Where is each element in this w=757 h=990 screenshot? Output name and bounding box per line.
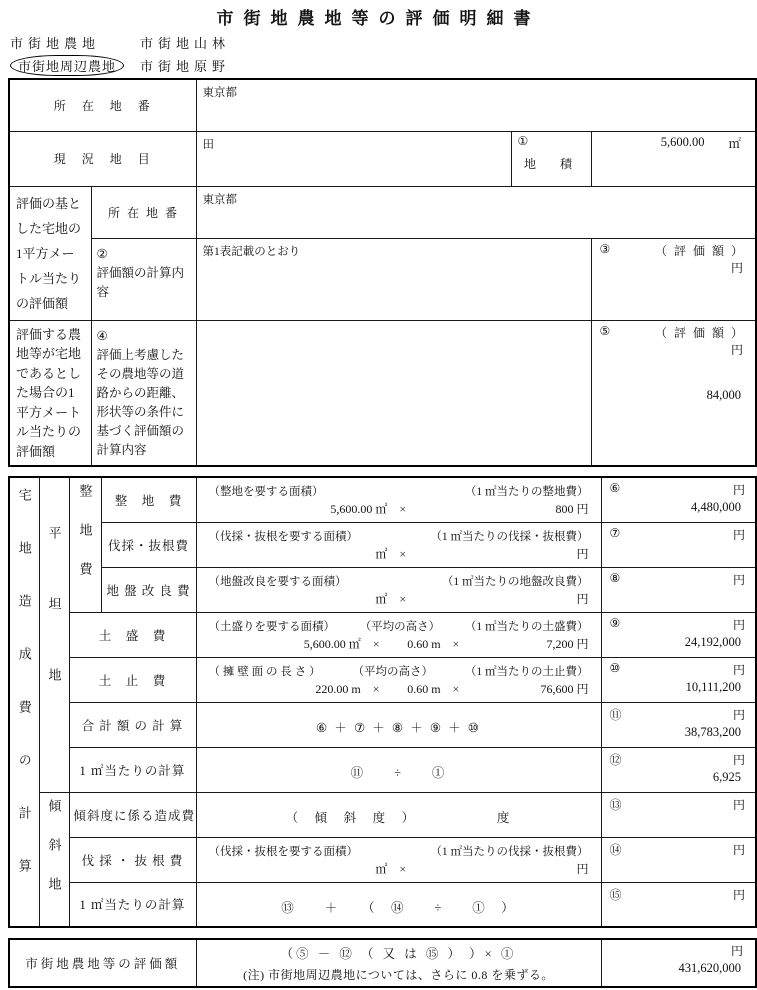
embankment-unitcost-header: （1 ㎡当たりの土盛費） [464, 620, 589, 633]
valuation-amount-5-number: ⑤ [599, 323, 611, 338]
land-type-row-2 [10, 54, 230, 77]
development-cost-group-label: 宅地造成費の計算 [9, 477, 39, 927]
valuation-amount-5-unit: 円 [731, 342, 744, 357]
land-type-urban-peripheral-farmland-selected: 市街地周辺農地 [10, 55, 124, 76]
result-14-cell [601, 837, 756, 882]
final-valuation-formula-cell [196, 939, 601, 987]
slope-land-label: 傾斜地 [39, 792, 69, 927]
result-9-number: ⑨ [609, 615, 621, 630]
result-6-unit: 円 [732, 483, 745, 497]
result-12-number: ⑫ [609, 752, 622, 767]
grading-cost-group-label: 整地費 [69, 477, 101, 612]
area-circled-number: ① [517, 133, 529, 148]
base-location-number-label: 所 在 地 番 [91, 186, 196, 238]
soil-improvement-formula [196, 567, 601, 612]
slope-formula: （ 傾 斜 度 ） 度 [285, 810, 512, 825]
grading-area-value: 5,600.00 ㎡ × [330, 502, 407, 516]
soil-improvement-cost-label: 地 盤 改 良 費 [101, 567, 196, 612]
area-label: 地 積 [524, 156, 579, 171]
result-14-unit: 円 [732, 842, 745, 857]
retaining-formula [196, 657, 601, 702]
considered-conditions-label: 評価上考慮したその農地等の道路からの距離、形状等の条件に基づく評価額の計算内容 [96, 347, 185, 457]
result-10-value: 10,111,200 [685, 679, 741, 694]
grading-area-header: （整地を要する面積） [208, 486, 324, 498]
retaining-height-value: 0.60 m × [407, 681, 460, 696]
slope-clearing-unitcost-header: （1 ㎡当たりの伐採・抜根費） [430, 845, 589, 858]
valuation-calc-label: 評価額の計算内容 [96, 265, 185, 299]
embankment-area-value: 5,600.00 ㎡ × [303, 636, 380, 651]
valuation-amount-3-cell [591, 238, 756, 320]
result-13-cell [601, 792, 756, 837]
current-land-category-value: 田 [196, 131, 511, 186]
area-value: 5,600.00 [660, 135, 705, 149]
slope-per-sqm-formula-cell [196, 882, 601, 927]
farmland-as-residential-label: 評価する農地等が宅地であるとした場合の1平方メートル当たりの評価額 [9, 320, 91, 466]
soil-improvement-area-header: （地盤改良を要する面積） [208, 575, 347, 588]
development-cost-table [8, 476, 757, 928]
clearing-unitcost-value: 円 [576, 546, 589, 561]
area-value-cell [591, 131, 756, 186]
slope-clearing-cost-label: 伐 採 ・ 抜 根 費 [69, 837, 196, 882]
result-10-cell [601, 657, 756, 702]
result-11-cell [601, 702, 756, 747]
per-sqm-formula: ⑪ ÷ ① [350, 765, 447, 780]
embankment-area-header: （土盛りを要する面積） [208, 620, 335, 633]
retaining-height-header: （平均の高さ） [352, 665, 433, 678]
embankment-formula [196, 612, 601, 657]
result-11-unit: 円 [732, 707, 745, 722]
result-11-value: 38,783,200 [684, 724, 741, 739]
slope-per-sqm-calc-label: 1 ㎡当たりの計算 [69, 882, 196, 927]
slope-per-sqm-formula: ⑬ ＋ （ ⑭ ÷ ① ） [281, 900, 516, 915]
total-calc-formula-cell [196, 702, 601, 747]
grading-cost-formula [196, 477, 601, 522]
land-type-urban-forest: 市街地山林 [140, 36, 231, 51]
land-type-urban-wilderness: 市街地原野 [140, 59, 231, 74]
slope-clearing-formula [196, 837, 601, 882]
embankment-unitcost-value: 7,200 円 [546, 636, 589, 651]
final-valuation-result-cell [601, 939, 756, 987]
slope-clearing-unitcost-value: 円 [576, 861, 589, 876]
slope-cost-label: 傾斜度に係る造成費 [69, 792, 196, 837]
valuation-amount-5-label: （ 評 価 額 ） [655, 325, 746, 340]
retaining-length-value: 220.00 m × [315, 681, 380, 696]
result-12-unit: 円 [732, 752, 745, 767]
embankment-height-value: 0.60 m × [407, 636, 460, 651]
result-8-cell [601, 567, 756, 612]
result-7-unit: 円 [732, 527, 745, 542]
retaining-unitcost-value: 76,600 円 [540, 681, 589, 696]
valuation-amount-3-label: （ 評 価 額 ） [655, 243, 746, 258]
retaining-length-header: （ 擁 壁 面 の 長 さ ） [208, 665, 321, 678]
area-unit: ㎡ [728, 136, 742, 151]
clearing-cost-formula [196, 522, 601, 567]
result-13-number: ⑬ [609, 797, 622, 812]
result-9-cell [601, 612, 756, 657]
base-location-number-value: 東京都 [196, 186, 756, 238]
result-6-number: ⑥ [609, 481, 621, 495]
valuation-calc-circled-number: ② [96, 246, 108, 261]
result-8-unit: 円 [732, 572, 745, 587]
location-number-value: 東京都 [196, 79, 756, 131]
final-valuation-note: (注) 市街地周辺農地については、さらに 0.8 を乗ずる。 [243, 967, 554, 982]
result-9-value: 24,192,000 [684, 634, 741, 649]
land-type-urban-farmland: 市街地農地 [10, 36, 101, 51]
slope-clearing-area-header: （伐採・抜根を要する面積） [208, 845, 358, 858]
result-7-cell [601, 522, 756, 567]
final-valuation-table [8, 938, 757, 988]
result-15-unit: 円 [732, 887, 745, 902]
result-15-cell [601, 882, 756, 927]
embankment-height-header: （平均の高さ） [359, 620, 441, 633]
retaining-cost-label: 土 止 費 [69, 657, 196, 702]
result-8-number: ⑧ [609, 570, 621, 585]
final-valuation-value: 431,620,000 [678, 961, 741, 975]
total-calc-formula: ⑥ ＋ ⑦ ＋ ⑧ ＋ ⑨ ＋ ⑩ [315, 720, 482, 735]
total-calc-label: 合 計 額 の 計 算 [69, 702, 196, 747]
final-valuation-label: 市街地農地等の評価額 [9, 939, 196, 987]
valuation-amount-3-number: ③ [599, 241, 611, 256]
result-15-number: ⑮ [609, 887, 622, 902]
valuation-amount-3-unit: 円 [731, 260, 744, 275]
final-valuation-unit: 円 [730, 944, 743, 958]
form-title: 市街地農地等の評価明細書 [216, 9, 541, 28]
land-type-col-1b [10, 55, 140, 76]
per-sqm-calc-label: 1 ㎡当たりの計算 [69, 747, 196, 792]
result-13-unit: 円 [732, 797, 745, 812]
soil-improvement-unitcost-header: （1 ㎡当たりの地盤改良費） [441, 575, 589, 588]
result-12-cell [601, 747, 756, 792]
current-land-category-label: 現 況 地 目 [9, 131, 196, 186]
embankment-cost-label: 土 盛 費 [69, 612, 196, 657]
flat-land-label: 平坦地 [39, 477, 69, 792]
result-6-cell [601, 477, 756, 522]
property-info-table [8, 78, 757, 467]
valuation-amount-5-cell [591, 320, 756, 466]
grading-unitcost-header: （1 ㎡当たりの整地費） [464, 486, 589, 498]
clearing-area-header: （伐採・抜根を要する面積） [208, 530, 358, 543]
result-10-unit: 円 [732, 662, 745, 677]
base-residential-land-label: 評価の基とした宅地の1平方メートル当たりの評価額 [9, 186, 91, 320]
grading-cost-label: 整 地 費 [101, 477, 196, 522]
result-14-number: ⑭ [609, 842, 622, 857]
land-type-col-1 [10, 33, 140, 52]
valuation-amount-5-value: 84,000 [706, 387, 742, 402]
per-sqm-formula-cell [196, 747, 601, 792]
soil-improvement-area-value: ㎡ × [375, 591, 407, 606]
clearing-unitcost-header: （1 ㎡当たりの伐採・抜根費） [430, 530, 589, 543]
result-9-unit: 円 [732, 617, 745, 632]
considered-conditions-value [196, 320, 591, 466]
valuation-calc-label-cell [91, 238, 196, 320]
result-11-number: ⑪ [609, 707, 622, 722]
location-number-label: 所 在 地 番 [9, 79, 196, 131]
land-type-options [10, 31, 230, 77]
slope-formula-cell [196, 792, 601, 837]
final-valuation-formula: （⑤ － ⑫ （ 又 は ⑮ ） ）× ① [280, 946, 517, 961]
result-6-value: 4,480,000 [691, 500, 741, 514]
valuation-calc-value: 第1表記載のとおり [196, 238, 591, 320]
land-type-row-1 [10, 31, 230, 54]
area-header-cell [511, 131, 591, 186]
clearing-area-value: ㎡ × [375, 546, 407, 561]
grading-unitcost-value: 800 円 [555, 502, 589, 516]
retaining-unitcost-header: （1 ㎡当たりの土止費） [464, 665, 589, 678]
clearing-cost-label: 伐採・抜根費 [101, 522, 196, 567]
result-7-number: ⑦ [609, 525, 621, 540]
soil-improvement-unitcost-value: 円 [576, 591, 589, 606]
result-12-value: 6,925 [712, 769, 741, 784]
considered-conditions-circled-number: ④ [96, 328, 108, 343]
result-10-number: ⑩ [609, 660, 621, 675]
considered-conditions-label-cell [91, 320, 196, 466]
slope-clearing-area-value: ㎡ × [375, 861, 407, 876]
